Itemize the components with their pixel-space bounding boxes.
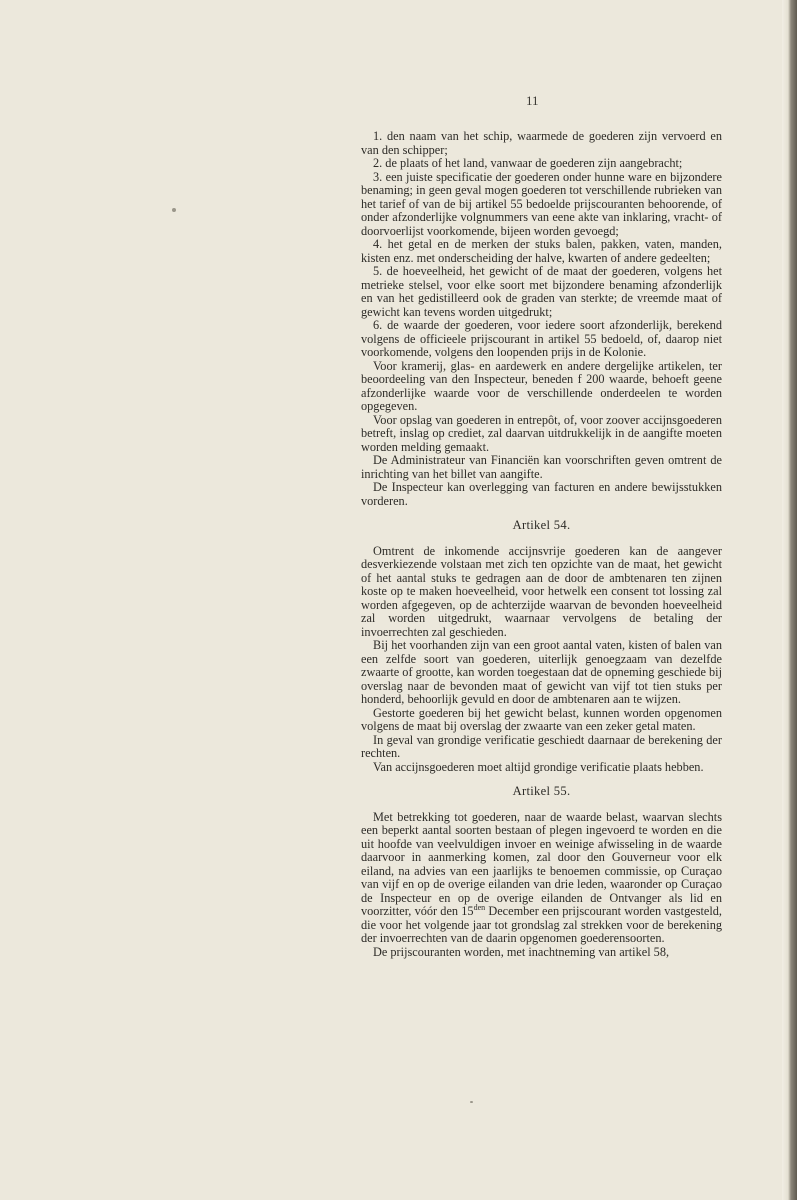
paragraph: Voor opslag van goederen in entrepôt, of, voor zoover accijnsgoederen betreft, inslag op crediet, zal daarvan uitdrukkelijk in de aangifte moeten worden melding gemaakt.	[361, 412, 722, 454]
list-item-4: 4. het getal en de merken der stuks balen, pakken, vaten, manden, kisten enz. met onderscheiding der halve, kwarten of andere gedeelten;	[361, 237, 722, 265]
paragraph: Gestorte goederen bij het gewicht belast, kunnen worden opgenomen volgens de maat bij overslag der zwaarte van een zeker getal maten.	[361, 705, 722, 733]
paragraph: Omtrent de inkomende accijnsvrije goederen kan de aangever desverkiezende volstaan met zich ten opzichte van de maat, het gewicht of het aantal stuks te gedragen aan de door de ambtenaren ten zijnen koste op te maken hoeveelheid, voor hetwelk een consent tot lossing zal worden afgegeven, op de achterzijde waarvan de bevonden hoeveelheid zal worden uitgedrukt, waarnaar vervolgens de betaling der invoerrechten zal geschieden.	[361, 543, 722, 639]
paragraph: De prijscouranten worden, met inachtneming van artikel 58,	[373, 944, 670, 959]
list-item-2: 2. de plaats of het land, vanwaar de goederen zijn aangebracht;	[373, 156, 683, 170]
paragraph	[361, 811, 722, 946]
paper-speck	[470, 1101, 473, 1103]
paragraph: Bij het voorhanden zijn van een groot aantal vaten, kisten of balen van een zelfde soort van goederen, uiterlijk genoegzaam van dezelfde zwaarte of grootte, kan worden toegestaan dat de opneming geschiede bij overslag naar de bevonden maat of gewicht van vijf tot tien stuks per honderd, behoorlijk gevuld en door de ambtenaren aan te wijzen.	[361, 638, 722, 706]
paragraph: De Inspecteur kan overlegging van facturen en andere bewijsstukken vorderen.	[361, 480, 722, 508]
list-item-6: 6. de waarde der goederen, voor iedere soort afzonderlijk, berekend volgens de officieele prijscourant in artikel 55 bedoeld, of, daarop niet voorkomende, volgens den loopenden prijs in de Kolonie.	[361, 318, 722, 359]
paragraph: Van accijnsgoederen moet altijd grondige verificatie plaats hebben.	[373, 759, 704, 774]
body-text	[361, 130, 722, 959]
list-item-3: 3. een juiste specificatie der goederen onder hunne ware en bijzondere benaming; in geen geval mogen goederen tot verschillende rubrieken van het tarief of van de bij artikel 55 bedoelde prijscouranten behoorende, of onder afzonderlijke volgnummers van eene akte van inklaring, vracht- of doorvoerlijst voorkomende, bijeen worden gevoegd;	[361, 169, 722, 238]
article-54-heading: Artikel 54.	[512, 518, 571, 532]
list-item-1: 1. den naam van het schip, waarmede de goederen zijn vervoerd en van den schipper;	[361, 129, 722, 157]
text-span: December een prijscourant worden vastgesteld, die voor het volgende jaar tot grondslag zal strekken voor de berekening der invoerrechten van de daarin opgenomen goederensoorten.	[361, 904, 722, 945]
paragraph: De Administrateur van Financiën kan voorschriften geven omtrent de inrichting van het billet van aangifte.	[361, 453, 722, 481]
text-span: Met betrekking tot goederen, naar de waarde belast, waarvan slechts een beperkt aantal soorten bestaan of plegen ingevoerd te worden en die uit hoofde van veelvuldigen invoer en weinige afwisseling in de waarde daarvoor in aanmerking komen, zal door den Gouverneur voor elk eiland, na advies van een jaarlijks te benoemen commissie, op Curaçao van vijf en op de overige eilanden van drie leden, waaronder op Curaçao de Inspecteur en op de overige eilanden de Ontvanger als lid en voorzitter, vóór den 15	[361, 809, 722, 918]
paragraph: In geval van grondige verificatie geschiedt daarnaar de berekening der rechten.	[361, 732, 722, 760]
page-number: 11	[526, 93, 539, 108]
list-item-5: 5. de hoeveelheid, het gewicht of de maat der goederen, volgens het metrieke stelsel, voor elke soort met bijzondere benaming afzonderlijk en van het gedistilleerd ook de graden van sterkte; de vreemde maat of gewicht kan tevens worden uitgedrukt;	[361, 264, 722, 319]
article-55-heading: Artikel 55.	[512, 784, 571, 798]
paper-speck	[172, 208, 176, 212]
superscript: den	[473, 902, 486, 912]
page-edge	[782, 0, 797, 1200]
paragraph: Voor kramerij, glas- en aardewerk en andere dergelijke artikelen, ter beoordeeling van den Inspecteur, beneden f 200 waarde, behoeft geene afzonderlijke waarde voor de verschillende onderdeelen te worden opgegeven.	[361, 358, 722, 413]
